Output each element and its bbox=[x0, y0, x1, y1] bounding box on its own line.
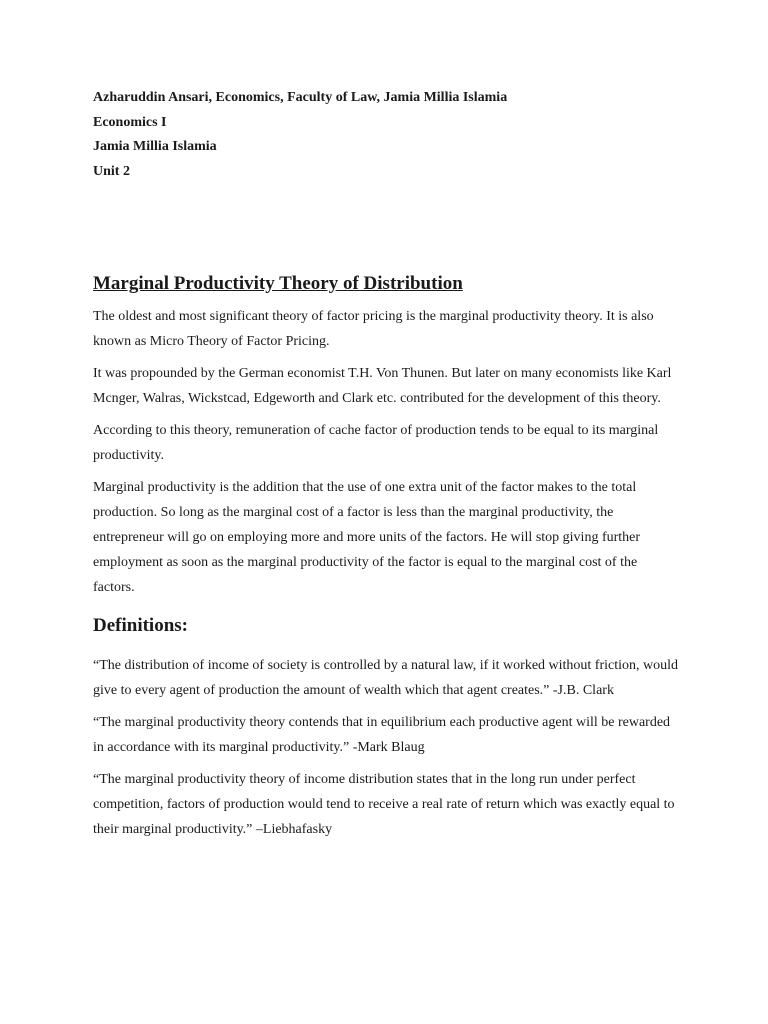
document-header bbox=[93, 86, 693, 184]
theory-paragraph: According to this theory, remuneration of cache factor of production tends to be equal to its marginal productivity. bbox=[93, 423, 659, 463]
intro-paragraph: The oldest and most significant theory of factor pricing is the marginal productivity theory. It is also known as Micro Theory of Factor Pricing. bbox=[93, 309, 654, 349]
origin-paragraph: It was propounded by the German economist T.H. Von Thunen. But later on many economists like Karl Mcnger, Walras, Wickstcad, Edgeworth and Clark etc. contributed for the development of this theory. bbox=[93, 366, 672, 406]
document-title: Marginal Productivity Theory of Distribution bbox=[93, 273, 463, 294]
definitions-heading: Definitions: bbox=[93, 615, 188, 636]
author-line: Azharuddin Ansari, Economics, Faculty of Law, Jamia Millia Islamia bbox=[93, 90, 508, 105]
institution-name: Jamia Millia Islamia bbox=[93, 139, 217, 154]
marginal-productivity-paragraph: Marginal productivity is the addition that the use of one extra unit of the factor makes to the total production. So long as the marginal cost of a factor is less than the marginal productivity, the entrepreneur will go on employing more and more units of the factors. He will stop giving further employment as soon as the marginal productivity of the factor is equal to the marginal cost of the factors. bbox=[93, 480, 641, 595]
definition-clark: “The distribution of income of society is controlled by a natural law, if it worked without friction, would give to every agent of production the amount of wealth which that agent creates.” -J.B. Clark bbox=[93, 658, 679, 698]
unit-label: Unit 2 bbox=[93, 163, 130, 179]
definition-liebhafasky: “The marginal productivity theory of income distribution states that in the long run under perfect competition, factors of production would tend to receive a real rate of return which was exactly equal to their marginal productivity.” –Liebhafasky bbox=[93, 772, 675, 837]
document-body bbox=[93, 270, 678, 849]
course-name: Economics I bbox=[93, 114, 167, 130]
definition-blaug: “The marginal productivity theory contends that in equilibrium each productive agent will be rewarded in accordance with its marginal productivity.” -Mark Blaug bbox=[93, 715, 671, 755]
